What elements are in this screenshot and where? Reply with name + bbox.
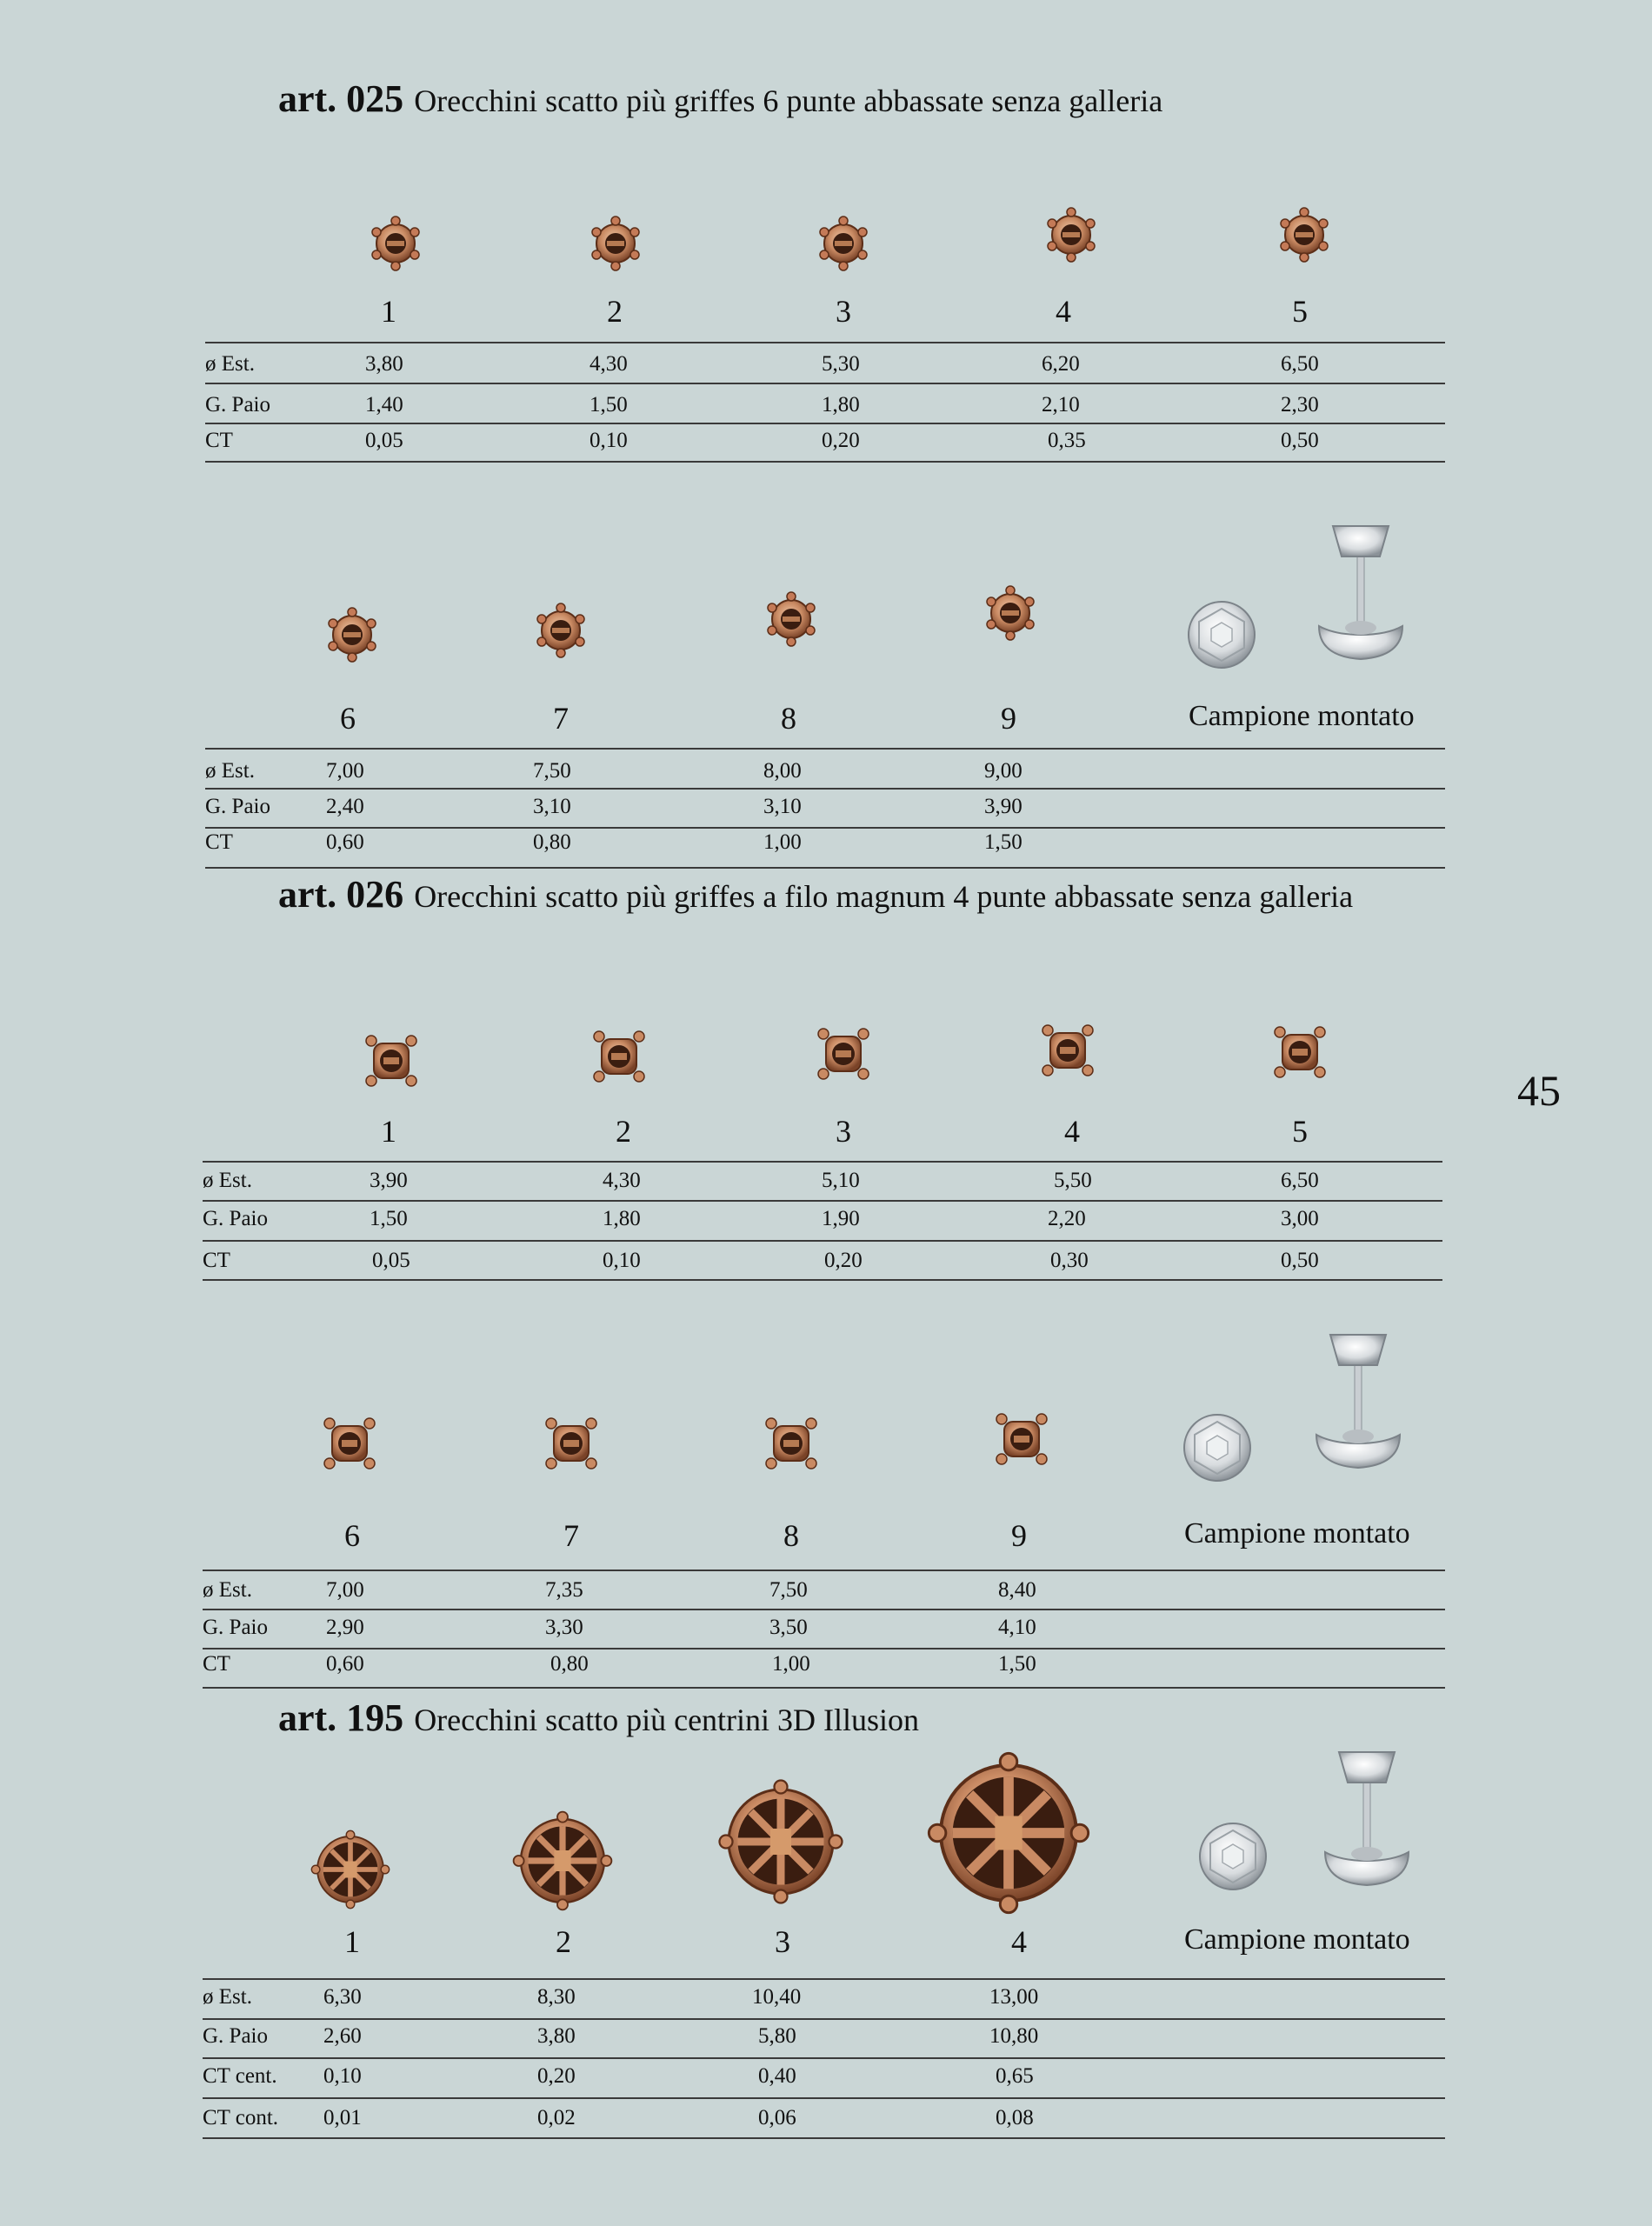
table-cell: 2,60 — [323, 2024, 362, 2048]
table-cell: 3,00 — [1281, 1207, 1319, 1230]
table-cell: 3,30 — [545, 1616, 583, 1639]
table-cell: 0,35 — [1048, 429, 1086, 452]
art-description: Orecchini scatto più griffes a filo magnum 4 punte abbassate senza galleria — [414, 879, 1354, 914]
earring-side-image — [1325, 1752, 1409, 1885]
item-number: 8 — [781, 701, 796, 736]
sample-label: Campione montato — [1184, 1923, 1410, 1956]
item-number: 1 — [381, 294, 396, 329]
table-cell: 2,20 — [1048, 1207, 1086, 1230]
table-cell: 2,30 — [1281, 393, 1319, 417]
table-cell: 5,50 — [1054, 1169, 1092, 1192]
table-cell: 7,00 — [326, 759, 364, 783]
table-rule — [203, 1687, 1445, 1689]
item-number: 3 — [836, 1114, 851, 1149]
row-label: G. Paio — [203, 2024, 268, 2048]
table-cell: 0,20 — [822, 429, 860, 452]
table-rule — [205, 827, 1445, 829]
item-number: 2 — [556, 1924, 571, 1959]
table-cell: 0,60 — [326, 1652, 364, 1676]
table-cell: 0,50 — [1281, 1249, 1319, 1272]
setting-image-5 — [1281, 208, 1328, 262]
table-rule — [203, 1609, 1445, 1610]
table-cell: 0,80 — [533, 830, 571, 854]
table-cell: 1,00 — [763, 830, 802, 854]
table-cell: 8,00 — [763, 759, 802, 783]
table-rule — [203, 1240, 1442, 1242]
table-cell: 3,90 — [984, 795, 1023, 818]
item-number: 7 — [563, 1518, 579, 1553]
table-cell: 5,80 — [758, 2024, 796, 2048]
table-rule — [205, 383, 1445, 384]
product-image-row — [0, 191, 1652, 296]
row-label: G. Paio — [205, 795, 270, 818]
setting-image-3 — [818, 1029, 869, 1079]
table-cell: 0,20 — [537, 2064, 576, 2088]
setting-image-2 — [594, 1031, 644, 1082]
table-rule — [203, 1978, 1445, 1980]
row-label: G. Paio — [205, 393, 270, 417]
item-number: 6 — [344, 1518, 360, 1553]
table-cell: 6,50 — [1281, 1169, 1319, 1192]
item-number: 4 — [1056, 294, 1071, 329]
sample-label: Campione montato — [1189, 700, 1415, 732]
row-label: ø Est. — [203, 1578, 252, 1602]
setting-image-3 — [820, 217, 867, 270]
row-label: CT cont. — [203, 2106, 279, 2129]
table-cell: 3,80 — [365, 352, 403, 376]
diamond-top-image — [1189, 602, 1255, 668]
product-image-row — [0, 1313, 1652, 1487]
table-cell: 3,10 — [763, 795, 802, 818]
row-label: CT cent. — [203, 2064, 277, 2088]
table-cell: 1,90 — [822, 1207, 860, 1230]
table-cell: 6,20 — [1042, 352, 1080, 376]
table-cell: 0,05 — [372, 1249, 410, 1272]
item-number: 7 — [553, 701, 569, 736]
table-cell: 10,40 — [752, 1985, 802, 2009]
table-cell: 13,00 — [989, 1985, 1039, 2009]
setting-image-2 — [514, 1812, 612, 1910]
art-code: art. 025 — [278, 77, 404, 120]
art-description: Orecchini scatto più centrini 3D Illusion — [414, 1703, 920, 1737]
setting-image-4 — [929, 1753, 1088, 1912]
table-rule — [203, 1279, 1442, 1281]
item-number: 3 — [775, 1924, 790, 1959]
table-rule — [205, 788, 1445, 790]
item-number: 2 — [616, 1114, 631, 1149]
item-number: 1 — [381, 1114, 396, 1149]
setting-image-5 — [1275, 1027, 1325, 1077]
page-number: 45 — [1517, 1066, 1561, 1115]
table-cell: 0,20 — [824, 1249, 863, 1272]
table-rule — [205, 867, 1445, 869]
row-label: G. Paio — [203, 1207, 268, 1230]
table-cell: 1,00 — [772, 1652, 810, 1676]
row-label: ø Est. — [205, 759, 255, 783]
setting-image-6 — [329, 608, 376, 662]
item-number: 3 — [836, 294, 851, 329]
table-cell: 3,90 — [370, 1169, 408, 1192]
table-cell: 5,10 — [822, 1169, 860, 1192]
table-cell: 1,40 — [365, 393, 403, 417]
table-rule — [203, 1648, 1445, 1650]
sample-label: Campione montato — [1184, 1517, 1410, 1550]
table-cell: 8,30 — [537, 1985, 576, 2009]
row-label: CT — [203, 1652, 230, 1676]
table-rule — [205, 461, 1445, 463]
table-cell: 0,06 — [758, 2106, 796, 2129]
table-cell: 7,00 — [326, 1578, 364, 1602]
earring-side-image — [1316, 1335, 1400, 1468]
table-cell: 0,65 — [996, 2064, 1034, 2088]
row-label: CT — [203, 1249, 230, 1272]
item-number: 9 — [1001, 701, 1016, 736]
setting-image-4 — [1048, 208, 1095, 262]
table-cell: 2,90 — [326, 1616, 364, 1639]
table-cell: 1,80 — [822, 393, 860, 417]
setting-image-4 — [1042, 1025, 1093, 1076]
table-cell: 0,10 — [590, 429, 628, 452]
row-label: G. Paio — [203, 1616, 268, 1639]
setting-image-1 — [311, 1830, 389, 1908]
setting-image-8 — [766, 1418, 816, 1469]
table-cell: 6,50 — [1281, 352, 1319, 376]
table-cell: 0,10 — [323, 2064, 362, 2088]
table-cell: 10,80 — [989, 2024, 1039, 2048]
art-code: art. 026 — [278, 873, 404, 916]
table-cell: 8,40 — [998, 1578, 1036, 1602]
table-cell: 9,00 — [984, 759, 1023, 783]
section-title-art-026 — [278, 872, 1353, 916]
table-cell: 1,50 — [984, 830, 1023, 854]
art-code: art. 195 — [278, 1696, 404, 1739]
table-cell: 6,30 — [323, 1985, 362, 2009]
table-cell: 4,10 — [998, 1616, 1036, 1639]
item-number: 5 — [1292, 294, 1308, 329]
row-label: ø Est. — [203, 1985, 252, 2009]
table-rule — [205, 748, 1445, 750]
item-number: 5 — [1292, 1114, 1308, 1149]
table-cell: 3,80 — [537, 2024, 576, 2048]
table-cell: 0,60 — [326, 830, 364, 854]
table-cell: 0,50 — [1281, 429, 1319, 452]
table-cell: 0,05 — [365, 429, 403, 452]
item-number: 1 — [344, 1924, 360, 1959]
item-number: 8 — [783, 1518, 799, 1553]
setting-image-9 — [987, 586, 1034, 640]
row-label: CT — [205, 830, 233, 854]
table-rule — [203, 1200, 1442, 1202]
setting-image-8 — [768, 592, 815, 646]
product-image-row — [0, 1000, 1652, 1122]
table-cell: 4,30 — [603, 1169, 641, 1192]
setting-image-7 — [546, 1418, 596, 1469]
table-rule — [203, 2097, 1445, 2099]
table-cell: 2,40 — [326, 795, 364, 818]
item-number: 4 — [1064, 1114, 1080, 1149]
table-cell: 3,50 — [769, 1616, 808, 1639]
table-cell: 0,08 — [996, 2106, 1034, 2129]
table-rule — [203, 2018, 1445, 2020]
product-image-row — [0, 1730, 1652, 1930]
item-number: 2 — [607, 294, 623, 329]
table-cell: 1,80 — [603, 1207, 641, 1230]
table-cell: 0,02 — [537, 2106, 576, 2129]
table-cell: 0,10 — [603, 1249, 641, 1272]
table-cell: 3,10 — [533, 795, 571, 818]
setting-image-9 — [996, 1414, 1047, 1464]
table-cell: 7,50 — [533, 759, 571, 783]
setting-image-6 — [324, 1418, 375, 1469]
table-rule — [205, 423, 1445, 424]
table-cell: 0,40 — [758, 2064, 796, 2088]
row-label: ø Est. — [203, 1169, 252, 1192]
table-cell: 2,10 — [1042, 393, 1080, 417]
product-image-row — [0, 522, 1652, 696]
section-title-art-025 — [278, 77, 1162, 121]
setting-image-1 — [366, 1036, 416, 1086]
item-number: 6 — [340, 701, 356, 736]
table-cell: 4,30 — [590, 352, 628, 376]
earring-side-image — [1319, 526, 1402, 659]
table-rule — [203, 1161, 1442, 1163]
table-cell: 1,50 — [370, 1207, 408, 1230]
table-cell: 7,35 — [545, 1578, 583, 1602]
table-cell: 7,50 — [769, 1578, 808, 1602]
table-rule — [205, 342, 1445, 343]
table-rule — [203, 2137, 1445, 2139]
table-rule — [203, 2057, 1445, 2059]
setting-image-7 — [537, 603, 584, 657]
table-cell: 1,50 — [590, 393, 628, 417]
table-rule — [203, 1570, 1445, 1571]
diamond-top-image — [1200, 1823, 1266, 1889]
art-description: Orecchini scatto più griffes 6 punte abbassate senza galleria — [414, 83, 1163, 118]
diamond-top-image — [1184, 1415, 1250, 1481]
table-cell: 1,50 — [998, 1652, 1036, 1676]
item-number: 9 — [1011, 1518, 1027, 1553]
table-cell: 0,80 — [550, 1652, 589, 1676]
row-label: ø Est. — [205, 352, 255, 376]
table-cell: 0,30 — [1050, 1249, 1089, 1272]
item-number: 4 — [1011, 1924, 1027, 1959]
setting-image-3 — [720, 1781, 843, 1903]
table-cell: 5,30 — [822, 352, 860, 376]
table-cell: 0,01 — [323, 2106, 362, 2129]
setting-image-1 — [372, 217, 419, 270]
row-label: CT — [205, 429, 233, 452]
setting-image-2 — [592, 217, 639, 270]
